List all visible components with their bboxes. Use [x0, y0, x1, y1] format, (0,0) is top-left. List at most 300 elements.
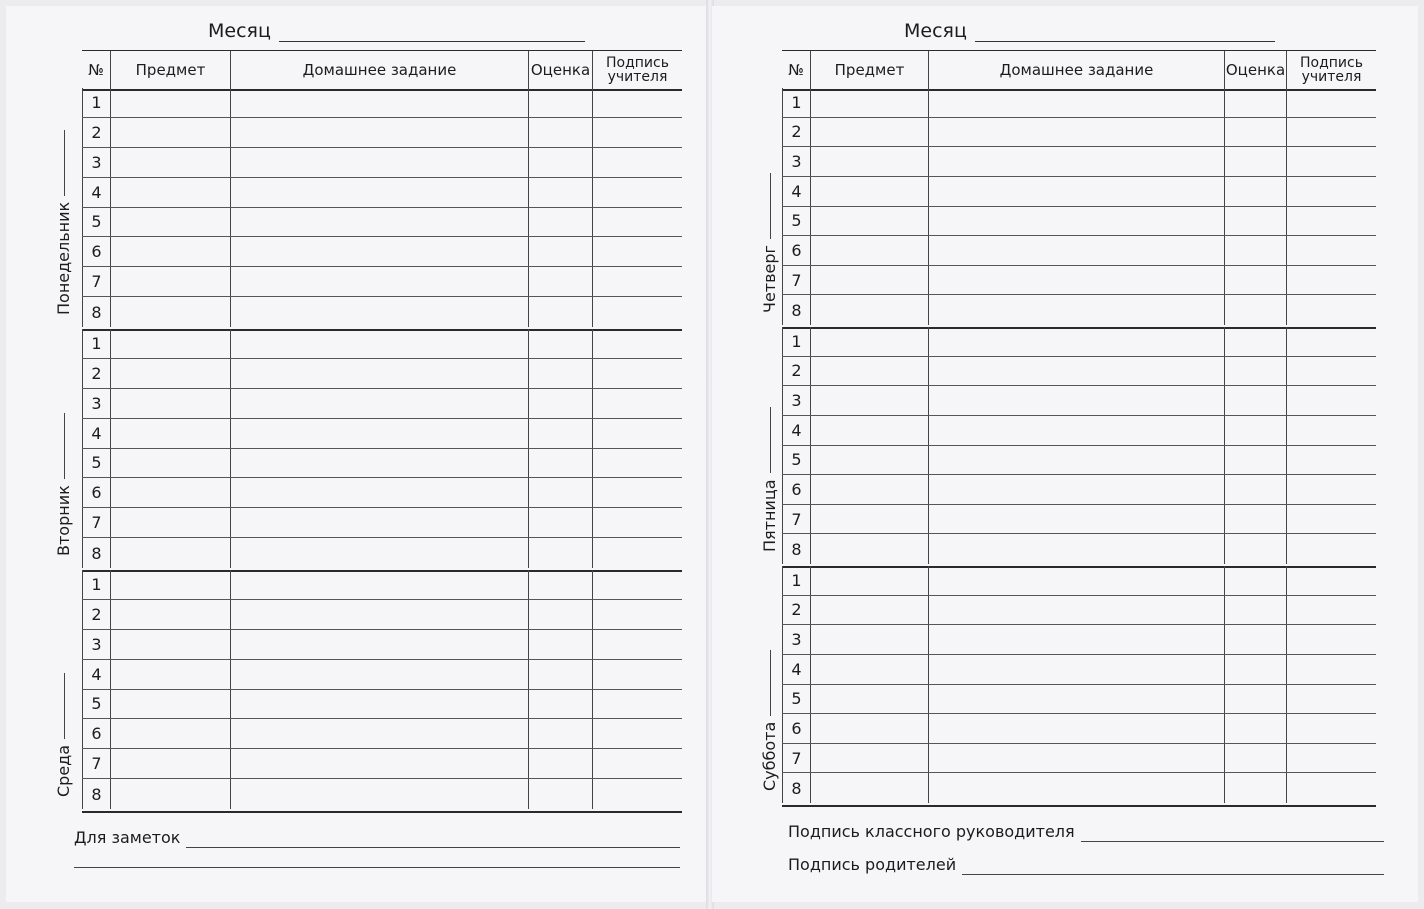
homework-cell[interactable]: [230, 779, 528, 809]
subject-cell[interactable]: [110, 178, 230, 207]
subject-cell[interactable]: [810, 207, 928, 236]
lesson-row: [82, 779, 682, 809]
teacher-signature-cell[interactable]: [592, 719, 682, 748]
grade-cell[interactable]: [528, 237, 592, 266]
grade-cell[interactable]: [1224, 446, 1286, 475]
day-block: [82, 329, 682, 572]
subject-cell[interactable]: [110, 570, 230, 599]
teacher-signature-cell[interactable]: [592, 297, 682, 327]
grade-cell[interactable]: [528, 88, 592, 117]
grade-cell[interactable]: [1224, 534, 1286, 564]
homework-table: [760, 50, 1376, 806]
homework-cell[interactable]: [230, 237, 528, 266]
teacher-signature-cell[interactable]: [1286, 88, 1376, 117]
grade-cell[interactable]: [1224, 505, 1286, 534]
lesson-row: [782, 207, 1376, 237]
homework-cell[interactable]: [230, 208, 528, 237]
lesson-row: [82, 329, 682, 359]
homework-cell[interactable]: [928, 177, 1224, 206]
subject-cell[interactable]: [110, 630, 230, 659]
lesson-number: 4: [782, 177, 810, 206]
subject-cell[interactable]: [810, 327, 928, 356]
grade-cell[interactable]: [528, 359, 592, 388]
lesson-number: 3: [82, 389, 110, 418]
teacher-signature-cell[interactable]: [592, 88, 682, 117]
subject-cell[interactable]: [810, 655, 928, 684]
lesson-number: 7: [82, 508, 110, 537]
subject-cell[interactable]: [110, 508, 230, 537]
grade-cell[interactable]: [1224, 566, 1286, 595]
teacher-signature-cell[interactable]: [592, 570, 682, 599]
subject-cell[interactable]: [810, 118, 928, 147]
homework-cell[interactable]: [230, 419, 528, 448]
homework-cell[interactable]: [230, 749, 528, 778]
subject-cell[interactable]: [810, 625, 928, 654]
homework-cell[interactable]: [230, 359, 528, 388]
teacher-signature-cell[interactable]: [1286, 655, 1376, 684]
homework-cell[interactable]: [230, 329, 528, 358]
homework-cell[interactable]: [928, 534, 1224, 564]
homework-cell[interactable]: [928, 386, 1224, 415]
class-teacher-signature-line[interactable]: [1081, 827, 1384, 842]
homework-cell[interactable]: [230, 630, 528, 659]
notes-row: [74, 828, 680, 848]
teacher-signature-cell[interactable]: [592, 508, 682, 537]
grade-cell[interactable]: [1224, 207, 1286, 236]
subject-cell[interactable]: [110, 297, 230, 327]
lesson-number: 2: [782, 357, 810, 386]
lesson-number: 7: [82, 749, 110, 778]
lesson-number: 5: [82, 690, 110, 719]
subject-cell[interactable]: [810, 236, 928, 265]
header-homework: Домашнее задание: [230, 51, 528, 89]
homework-cell[interactable]: [230, 690, 528, 719]
lesson-number: 3: [82, 630, 110, 659]
teacher-signature-cell[interactable]: [592, 660, 682, 689]
lesson-row: [82, 297, 682, 327]
table-header: [82, 50, 682, 91]
subject-cell[interactable]: [810, 773, 928, 803]
grade-cell[interactable]: [528, 389, 592, 418]
grade-cell[interactable]: [1224, 685, 1286, 714]
subject-cell[interactable]: [110, 419, 230, 448]
lesson-row: [82, 719, 682, 749]
homework-cell[interactable]: [928, 475, 1224, 504]
grade-cell[interactable]: [1224, 118, 1286, 147]
homework-cell[interactable]: [928, 357, 1224, 386]
lesson-row: [782, 446, 1376, 476]
homework-cell[interactable]: [928, 773, 1224, 803]
lesson-number: 1: [782, 88, 810, 117]
teacher-signature-cell[interactable]: [1286, 357, 1376, 386]
grade-cell[interactable]: [1224, 295, 1286, 325]
subject-cell[interactable]: [810, 475, 928, 504]
lesson-row: [82, 148, 682, 178]
subject-cell[interactable]: [110, 208, 230, 237]
grade-cell[interactable]: [528, 779, 592, 809]
grade-cell[interactable]: [1224, 266, 1286, 295]
subject-cell[interactable]: [810, 596, 928, 625]
grade-cell[interactable]: [528, 478, 592, 507]
lesson-row: [782, 357, 1376, 387]
day-label-line: [770, 407, 771, 473]
lesson-row: [82, 538, 682, 568]
homework-cell[interactable]: [928, 416, 1224, 445]
homework-cell[interactable]: [230, 148, 528, 177]
homework-cell[interactable]: [230, 267, 528, 296]
lesson-number: 4: [782, 655, 810, 684]
teacher-signature-cell[interactable]: [592, 449, 682, 478]
subject-cell[interactable]: [110, 389, 230, 418]
teacher-signature-cell[interactable]: [1286, 327, 1376, 356]
homework-cell[interactable]: [230, 570, 528, 599]
subject-cell[interactable]: [810, 744, 928, 773]
grade-cell[interactable]: [528, 329, 592, 358]
lesson-row: [782, 118, 1376, 148]
teacher-signature-cell[interactable]: [1286, 236, 1376, 265]
subject-cell[interactable]: [810, 534, 928, 564]
homework-cell[interactable]: [928, 327, 1224, 356]
homework-cell[interactable]: [928, 147, 1224, 176]
lesson-row: [82, 208, 682, 238]
teacher-signature-cell[interactable]: [1286, 446, 1376, 475]
lesson-row: [782, 566, 1376, 596]
subject-cell[interactable]: [110, 478, 230, 507]
header-subject: Предмет: [110, 51, 230, 89]
day-block: [782, 566, 1376, 807]
teacher-signature-cell[interactable]: [1286, 207, 1376, 236]
teacher-signature-cell[interactable]: [592, 178, 682, 207]
lesson-number: 6: [782, 714, 810, 743]
subject-cell[interactable]: [110, 88, 230, 117]
subject-cell[interactable]: [810, 88, 928, 117]
homework-cell[interactable]: [230, 719, 528, 748]
homework-table: [54, 50, 682, 812]
grade-cell[interactable]: [1224, 625, 1286, 654]
teacher-signature-cell[interactable]: [592, 600, 682, 629]
lesson-number: 6: [82, 478, 110, 507]
subject-cell[interactable]: [810, 446, 928, 475]
homework-cell[interactable]: [230, 478, 528, 507]
lesson-row: [82, 600, 682, 630]
lesson-row: [82, 449, 682, 479]
homework-cell[interactable]: [230, 88, 528, 117]
subject-cell[interactable]: [110, 749, 230, 778]
day-block: [82, 88, 682, 331]
lesson-row: [782, 773, 1376, 803]
lesson-number: 8: [782, 773, 810, 803]
teacher-signature-cell[interactable]: [592, 630, 682, 659]
grade-cell[interactable]: [1224, 177, 1286, 206]
teacher-signature-cell[interactable]: [1286, 118, 1376, 147]
teacher-signature-cell[interactable]: [1286, 625, 1376, 654]
grade-cell[interactable]: [528, 690, 592, 719]
lesson-number: 1: [82, 570, 110, 599]
teacher-signature-cell[interactable]: [592, 359, 682, 388]
day-label: Вторник: [54, 485, 73, 556]
homework-cell[interactable]: [230, 178, 528, 207]
grade-cell[interactable]: [528, 297, 592, 327]
teacher-signature-cell[interactable]: [1286, 416, 1376, 445]
lesson-number: 6: [782, 475, 810, 504]
grade-cell[interactable]: [1224, 236, 1286, 265]
subject-cell[interactable]: [110, 449, 230, 478]
lesson-row: [82, 389, 682, 419]
lesson-number: 2: [782, 118, 810, 147]
day-block: [82, 570, 682, 813]
grade-cell[interactable]: [1224, 88, 1286, 117]
month-input-line[interactable]: [279, 23, 585, 42]
grade-cell[interactable]: [1224, 357, 1286, 386]
grade-cell[interactable]: [528, 178, 592, 207]
subject-cell[interactable]: [110, 118, 230, 147]
teacher-signature-cell[interactable]: [592, 208, 682, 237]
grade-cell[interactable]: [528, 419, 592, 448]
homework-cell[interactable]: [230, 660, 528, 689]
subject-cell[interactable]: [110, 359, 230, 388]
lesson-row: [82, 749, 682, 779]
grade-cell[interactable]: [528, 570, 592, 599]
grade-cell[interactable]: [1224, 773, 1286, 803]
day-block: [782, 88, 1376, 329]
teacher-signature-cell[interactable]: [1286, 566, 1376, 595]
subject-cell[interactable]: [110, 719, 230, 748]
teacher-signature-cell[interactable]: [592, 538, 682, 568]
day-label: Понедельник: [54, 201, 73, 315]
lesson-row: [782, 534, 1376, 564]
subject-cell[interactable]: [110, 779, 230, 809]
teacher-signature-cell[interactable]: [592, 329, 682, 358]
left-page: [6, 6, 708, 902]
teacher-signature-cell[interactable]: [1286, 386, 1376, 415]
subject-cell[interactable]: [810, 386, 928, 415]
homework-cell[interactable]: [928, 655, 1224, 684]
lesson-row: [782, 685, 1376, 715]
homework-cell[interactable]: [928, 118, 1224, 147]
subject-cell[interactable]: [810, 266, 928, 295]
teacher-signature-cell[interactable]: [592, 779, 682, 809]
grade-cell[interactable]: [1224, 714, 1286, 743]
lesson-row: [782, 88, 1376, 118]
day-label-line: [770, 650, 771, 716]
month-row: [904, 20, 1275, 42]
lesson-number: 5: [82, 208, 110, 237]
teacher-signature-cell[interactable]: [592, 690, 682, 719]
teacher-signature-cell[interactable]: [592, 267, 682, 296]
lesson-number: 8: [782, 534, 810, 564]
day-label-line: [64, 130, 65, 196]
parents-signature-row: [788, 855, 1384, 875]
header-signature-line1: Подпись: [606, 55, 669, 71]
lesson-number: 7: [82, 267, 110, 296]
homework-cell[interactable]: [230, 389, 528, 418]
homework-cell[interactable]: [230, 118, 528, 147]
grade-cell[interactable]: [528, 538, 592, 568]
grade-cell[interactable]: [528, 118, 592, 147]
teacher-signature-cell[interactable]: [1286, 475, 1376, 504]
lesson-number: 7: [782, 266, 810, 295]
lesson-row: [782, 327, 1376, 357]
lesson-number: 2: [82, 600, 110, 629]
homework-cell[interactable]: [230, 508, 528, 537]
class-teacher-signature-label: Подпись классного руководителя: [788, 822, 1075, 841]
lesson-number: 5: [782, 685, 810, 714]
teacher-signature-cell[interactable]: [1286, 177, 1376, 206]
homework-cell[interactable]: [928, 714, 1224, 743]
month-label: Месяц: [904, 20, 967, 42]
subject-cell[interactable]: [810, 357, 928, 386]
lesson-number: 2: [782, 596, 810, 625]
subject-cell[interactable]: [110, 237, 230, 266]
teacher-signature-cell[interactable]: [1286, 685, 1376, 714]
teacher-signature-cell[interactable]: [592, 749, 682, 778]
homework-cell[interactable]: [928, 685, 1224, 714]
grade-cell[interactable]: [1224, 147, 1286, 176]
header-homework: Домашнее задание: [928, 51, 1224, 89]
teacher-signature-cell[interactable]: [1286, 505, 1376, 534]
subject-cell[interactable]: [810, 416, 928, 445]
homework-cell[interactable]: [230, 297, 528, 327]
teacher-signature-cell[interactable]: [1286, 596, 1376, 625]
teacher-signature-cell[interactable]: [592, 478, 682, 507]
teacher-signature-cell[interactable]: [1286, 295, 1376, 325]
subject-cell[interactable]: [110, 267, 230, 296]
table-header: [782, 50, 1376, 91]
homework-cell[interactable]: [230, 449, 528, 478]
notes-label: Для заметок: [74, 828, 181, 847]
homework-cell[interactable]: [928, 744, 1224, 773]
grade-cell[interactable]: [1224, 327, 1286, 356]
grade-cell[interactable]: [528, 508, 592, 537]
lesson-number: 2: [82, 359, 110, 388]
lesson-number: 6: [82, 237, 110, 266]
homework-cell[interactable]: [928, 625, 1224, 654]
grade-cell[interactable]: [528, 267, 592, 296]
right-page: [712, 6, 1418, 902]
grade-cell[interactable]: [528, 600, 592, 629]
homework-cell[interactable]: [928, 266, 1224, 295]
teacher-signature-cell[interactable]: [1286, 266, 1376, 295]
teacher-signature-cell[interactable]: [592, 419, 682, 448]
lesson-row: [782, 596, 1376, 626]
lesson-row: [782, 655, 1376, 685]
subject-cell[interactable]: [810, 505, 928, 534]
teacher-signature-cell[interactable]: [592, 237, 682, 266]
homework-cell[interactable]: [230, 600, 528, 629]
lesson-row: [82, 478, 682, 508]
homework-cell[interactable]: [928, 566, 1224, 595]
lesson-number: 3: [782, 386, 810, 415]
parents-signature-label: Подпись родителей: [788, 855, 957, 874]
teacher-signature-cell[interactable]: [592, 118, 682, 147]
lesson-row: [82, 660, 682, 690]
subject-cell[interactable]: [810, 177, 928, 206]
lesson-number: 5: [782, 207, 810, 236]
grade-cell[interactable]: [1224, 416, 1286, 445]
lesson-row: [782, 266, 1376, 296]
subject-cell[interactable]: [810, 714, 928, 743]
subject-cell[interactable]: [110, 148, 230, 177]
grade-cell[interactable]: [1224, 386, 1286, 415]
teacher-signature-cell[interactable]: [1286, 714, 1376, 743]
month-input-line[interactable]: [975, 23, 1275, 42]
teacher-signature-cell[interactable]: [1286, 773, 1376, 803]
day-label-line: [64, 673, 65, 739]
teacher-signature-cell[interactable]: [1286, 147, 1376, 176]
grade-cell[interactable]: [1224, 475, 1286, 504]
lesson-row: [82, 570, 682, 600]
lesson-number: 3: [782, 147, 810, 176]
notes-line-2[interactable]: [74, 867, 680, 868]
homework-cell[interactable]: [928, 446, 1224, 475]
homework-cell[interactable]: [928, 295, 1224, 325]
subject-cell[interactable]: [810, 147, 928, 176]
homework-cell[interactable]: [230, 538, 528, 568]
lesson-number: 4: [782, 416, 810, 445]
header-subject: Предмет: [810, 51, 928, 89]
homework-cell[interactable]: [928, 88, 1224, 117]
subject-cell[interactable]: [810, 566, 928, 595]
day-block: [782, 327, 1376, 568]
homework-cell[interactable]: [928, 236, 1224, 265]
subject-cell[interactable]: [110, 538, 230, 568]
lesson-row: [82, 178, 682, 208]
subject-cell[interactable]: [110, 600, 230, 629]
lesson-row: [782, 505, 1376, 535]
teacher-signature-cell[interactable]: [592, 389, 682, 418]
grade-cell[interactable]: [528, 449, 592, 478]
lesson-row: [782, 236, 1376, 266]
teacher-signature-cell[interactable]: [592, 148, 682, 177]
lesson-number: 1: [782, 327, 810, 356]
subject-cell[interactable]: [110, 690, 230, 719]
grade-cell[interactable]: [528, 749, 592, 778]
lesson-row: [782, 147, 1376, 177]
parents-signature-line[interactable]: [962, 860, 1384, 875]
grade-cell[interactable]: [528, 208, 592, 237]
header-grade: Оценка: [1224, 51, 1286, 89]
subject-cell[interactable]: [810, 295, 928, 325]
grade-cell[interactable]: [528, 660, 592, 689]
grade-cell[interactable]: [1224, 596, 1286, 625]
grade-cell[interactable]: [528, 719, 592, 748]
homework-cell[interactable]: [928, 505, 1224, 534]
lesson-number: 8: [82, 779, 110, 809]
notes-line[interactable]: [186, 833, 680, 848]
lesson-row: [782, 295, 1376, 325]
header-signature-line2: учителя: [607, 69, 668, 85]
day-label-line: [64, 413, 65, 479]
teacher-signature-cell[interactable]: [1286, 744, 1376, 773]
homework-cell[interactable]: [928, 596, 1224, 625]
lesson-number: 3: [782, 625, 810, 654]
day-label: Среда: [54, 744, 73, 797]
lesson-number: 7: [782, 744, 810, 773]
lesson-row: [82, 118, 682, 148]
lesson-row: [82, 237, 682, 267]
header-number: №: [88, 61, 104, 79]
grade-cell[interactable]: [528, 630, 592, 659]
subject-cell[interactable]: [110, 660, 230, 689]
homework-cell[interactable]: [928, 207, 1224, 236]
grade-cell[interactable]: [1224, 655, 1286, 684]
grade-cell[interactable]: [528, 148, 592, 177]
subject-cell[interactable]: [110, 329, 230, 358]
grade-cell[interactable]: [1224, 744, 1286, 773]
teacher-signature-cell[interactable]: [1286, 534, 1376, 564]
day-label-line: [770, 173, 771, 239]
subject-cell[interactable]: [810, 685, 928, 714]
